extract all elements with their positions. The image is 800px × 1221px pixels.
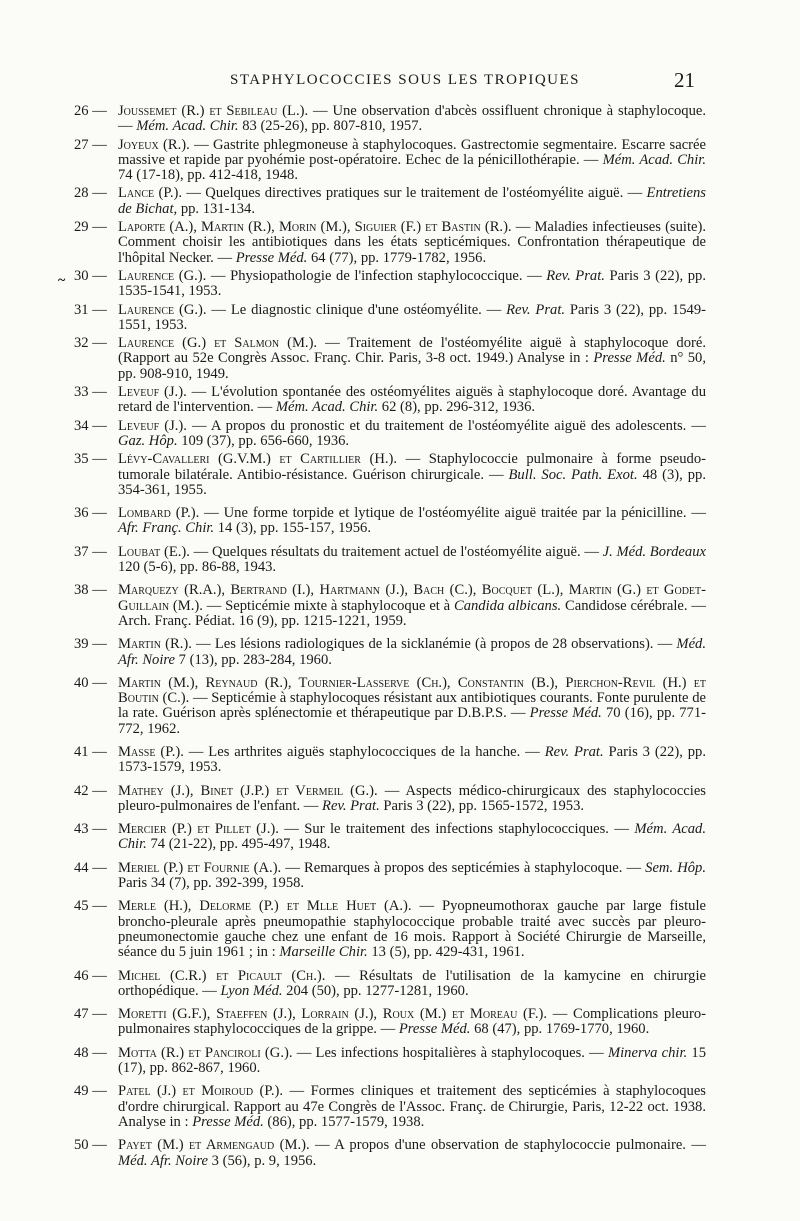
reference-citation: 15 (17), pp. 862-867, 1960. (118, 1044, 706, 1077)
reference-authors: Laurence (G.) et Salmon (M.). (118, 335, 318, 352)
reference-title: — A propos d'une observation de staphylococcie pulmonaire. — (309, 1137, 706, 1154)
reference-journal: Presse Méd. (398, 1021, 471, 1038)
reference-citation: 74 (17-18), pp. 412-418, 1948. (118, 167, 298, 184)
reference-title: — Une observation d'abcès ossifluent chronique à staphylocoque. — (118, 103, 706, 135)
reference-title: — A propos du pronostic et du traitement de l'ostéomyélite aiguë des adolescents. — (186, 417, 707, 434)
reference-number: 26 — (74, 103, 107, 119)
reference-number: 37 — (74, 543, 107, 560)
page-number: 21 (674, 68, 695, 92)
reference-citation: Paris 3 (22), pp. 1535-1541, 1953. (118, 267, 706, 300)
reference-citation: Paris 34 (7), pp. 392-399, 1958. (118, 875, 305, 892)
reference-authors: Laurence (G.). (118, 301, 207, 318)
reference-item (74, 861, 706, 892)
reference-item (74, 138, 706, 184)
reference-title: — Gastrite phlegmoneuse à staphylocoques. Gastrectomie segmentaire. Escarre sacrée massive et rapide par pyohémie post-opératoire. Echec de la pénicillothérapie. — (118, 136, 706, 168)
reference-journal: Lyon Méd. (220, 982, 283, 999)
reference-item (74, 784, 706, 815)
reference-item (74, 969, 706, 1000)
reference-item (74, 220, 706, 266)
reference-citation: 7 (13), pp. 283-284, 1960. (175, 651, 332, 668)
reference-number: 43 — (74, 821, 107, 838)
reference-item (74, 1138, 706, 1169)
reference-item (74, 336, 706, 382)
reference-item (74, 419, 706, 450)
reference-item (74, 1046, 706, 1077)
reference-title: — Traitement de l'ostéomyélite aiguë à staphylocoque doré. (Rapport au 52e Congrès Assoc. Franç. Chir. Paris, 3-8 oct. 1949.) Analyse in : (118, 335, 706, 367)
reference-journal: Rev. Prat. (322, 797, 380, 814)
reference-journal: Rev. Prat. (544, 743, 604, 760)
reference-item (74, 303, 706, 334)
reference-number: 44 — (74, 859, 107, 876)
reference-citation: 83 (25-26), pp. 807-810, 1957. (238, 118, 423, 135)
reference-journal: Méd. Afr. Noire (118, 1152, 208, 1169)
reference-journal: Rev. Prat. (506, 301, 566, 318)
reference-citation: pp. 131-134. (177, 200, 256, 217)
reference-citation: n° 50, pp. 908-910, 1949. (118, 350, 706, 382)
reference-title: — Quelques directives pratiques sur le traitement de l'ostéomyélite aiguë. — (182, 185, 647, 202)
reference-item (74, 745, 706, 776)
reference-number: 42 — (74, 782, 107, 799)
reference-authors: Martin (R.). (118, 636, 192, 653)
reference-number: 45 — (74, 898, 107, 915)
reference-citation: Paris 3 (22), pp. 1565-1572, 1953. (379, 797, 585, 814)
reference-authors: Patel (J.) et Moiroud (P.). (118, 1083, 284, 1100)
reference-journal: Afr. Franç. Chir. (118, 520, 215, 537)
reference-title: — Complications pleuro-pulmonaires staphylococciques de la grippe. — (118, 1006, 706, 1038)
reference-number: 49 — (74, 1083, 107, 1100)
reference-journal: Mém. Acad. Chir. (136, 118, 239, 135)
reference-title: — Aspects médico-chirurgicaux des staphylococcies pleuro-pulmonaires de l'enfant. — (118, 782, 706, 814)
reference-number: 47 — (74, 1006, 107, 1023)
reference-title: — Quelques résultats du traitement actuel de l'ostéomyélite aiguë. — (189, 543, 603, 560)
reference-authors: Joyeux (R.). (118, 136, 190, 153)
reference-authors: Merle (H.), Delorme (P.) et Mlle Huet (A.). (118, 898, 412, 915)
reference-authors: Michel (C.R.) et Picault (Ch.). (118, 967, 326, 984)
reference-journal: J. Méd. Bordeaux (602, 543, 706, 560)
reference-journal: Minerva chir. (607, 1044, 688, 1061)
reference-number: 31 — (74, 301, 107, 318)
reference-journal: Marseille Chir. (279, 944, 368, 961)
reference-citation: 204 (50), pp. 1277-1281, 1960. (282, 982, 469, 999)
reference-authors: Marquezy (R.A.), Bertrand (I.), Hartmann (J.), Bach (C.), Bocquet (L.), Martin (G.) et Godet-Guillain (M.). (118, 582, 706, 614)
reference-number: 41 — (74, 743, 107, 760)
reference-number: 36 — (74, 505, 107, 522)
reference-authors: Mercier (P.) et Pillet (J.). (118, 821, 279, 838)
reference-citation: Candidose cérébrale. — Arch. Franç. Pédiat. 16 (9), pp. 1215-1221, 1959. (118, 597, 706, 629)
reference-journal: Rev. Prat. (546, 267, 605, 284)
reference-item (74, 583, 706, 629)
reference-citation: 70 (16), pp. 771-772, 1962. (118, 705, 707, 737)
reference-number: 29 — (74, 219, 107, 236)
reference-title: — Septicémie mixte à staphylocoque et à (202, 597, 454, 614)
reference-item (58, 267, 706, 300)
reference-item (74, 506, 706, 537)
reference-number: 50 — (74, 1137, 107, 1154)
reference-authors: Lance (P.). (118, 185, 182, 202)
reference-title: — Les arthrites aiguës staphylococciques de la hanche. — (183, 743, 545, 760)
reference-number: 35 — (74, 451, 107, 468)
reference-item (74, 637, 706, 668)
margin-mark: ~ (58, 272, 66, 288)
reference-authors: Joussemet (R.) et Sebileau (L.). (118, 103, 309, 119)
reference-citation: 68 (47), pp. 1769-1770, 1960. (470, 1021, 650, 1038)
reference-number: 32 — (74, 335, 107, 352)
reference-number: 38 — (74, 582, 107, 599)
running-title: STAPHYLOCOCCIES SOUS LES TROPIQUES (230, 72, 580, 88)
running-head (0, 70, 800, 94)
reference-title: — Formes cliniques et traitement des septicémies à staphylocoques d'ordre chirurgical. Rapport au 47e Congrès de l'Assoc. Franç. de Chirurgie, Paris, 12-22 oct. 1938. Analyse in : (118, 1083, 706, 1130)
reference-citation: 13 (5), pp. 429-431, 1961. (367, 944, 525, 961)
reference-title: — Sur le traitement des infections staphylococciques. — (278, 821, 635, 838)
reference-item (74, 676, 706, 737)
reference-citation: 48 (3), pp. 354-361, 1955. (118, 466, 706, 498)
reference-journal: Mém. Acad. Chir. (275, 399, 379, 416)
reference-citation: Paris 3 (22), pp. 1549-1551, 1953. (118, 301, 707, 333)
reference-citation: 3 (56), p. 9, 1956. (208, 1152, 317, 1169)
reference-item (74, 545, 706, 576)
reference-list (58, 103, 707, 1172)
reference-item (74, 452, 706, 498)
reference-number: 34 — (74, 417, 107, 434)
reference-authors: Leveuf (J.). (118, 384, 187, 401)
reference-citation: Paris 3 (22), pp. 1573-1579, 1953. (118, 743, 707, 776)
reference-journal: Candida albicans. (453, 597, 562, 614)
reference-item (74, 899, 706, 960)
reference-authors: Laporte (A.), Martin (R.), Morin (M.), Siguier (F.) et Bastin (R.). (118, 219, 512, 236)
reference-title: — Le diagnostic clinique d'une ostéomyélite. — (206, 301, 507, 318)
reference-authors: Laurence (G.). (118, 267, 207, 284)
reference-number: 39 — (74, 636, 107, 653)
reference-journal: Presse Méd. (192, 1113, 264, 1130)
reference-title: — Remarques à propos des septicémies à staphylocoque. — (281, 859, 646, 876)
reference-citation: (86), pp. 1577-1579, 1938. (263, 1113, 425, 1130)
reference-authors: Mathey (J.), Binet (J.P.) et Vermeil (G.). (118, 782, 378, 799)
reference-title: — Physiopathologie de l'infection staphylococcique. — (206, 267, 547, 284)
reference-authors: Motta (R.) et Panciroli (G.). (118, 1044, 293, 1061)
reference-number: 40 — (74, 674, 107, 691)
reference-item (74, 822, 706, 853)
reference-item (74, 186, 706, 217)
reference-journal: Sem. Hôp. (645, 859, 706, 876)
reference-citation: 120 (5-6), pp. 86-88, 1943. (118, 559, 277, 576)
reference-number: 30 — (74, 267, 107, 284)
reference-citation: 62 (8), pp. 296-312, 1936. (378, 399, 536, 416)
reference-authors: Loubat (E.). (118, 543, 190, 560)
reference-journal: Entretiens de Bichat, (118, 185, 706, 217)
reference-journal: Gaz. Hôp. (118, 432, 178, 449)
reference-authors: Lombard (P.). (118, 505, 200, 522)
reference-title: — Maladies infectieuses (suite). Comment choisir les antibiotiques dans les états septicémiques. Confrontation thérapeutique de l'hôpital Necker. — (118, 219, 707, 266)
reference-title: — Une forme torpide et lytique de l'ostéomyélite aiguë traitée par la pénicilline. — (199, 505, 707, 522)
reference-authors: Martin (M.), Reynaud (R.), Tournier-Lasserve (Ch.), Constantin (B.), Pierchon-Revil (H.) et Boutin (C.). (118, 674, 706, 707)
reference-title: — Pyopneumothorax gauche par large fistule broncho-pleurale après pneumopathie staphylococcique probable traité avec succès par pleuro-pneumonectomie gauche chez une enfant de 16 mois. Rapport à Société Chirurgie de Marseille, séance du 5 juin 1961 ; in : (118, 898, 706, 961)
reference-title: — Septicémie à staphylocoques résistant aux antibiotiques courants. Fonte purulente de la rate. Guérison après splénectomie et thérapeutique par D.B.P.S. — (118, 690, 706, 722)
reference-journal: Bull. Soc. Path. Exot. (508, 466, 638, 483)
reference-journal: Méd. Afr. Noire (118, 636, 707, 668)
reference-number: 28 — (74, 185, 107, 202)
reference-number: 33 — (74, 384, 107, 401)
reference-item (74, 104, 706, 135)
reference-title: — L'évolution spontanée des ostéomyélites aiguës à staphylocoque doré. Avantage du retard de l'intervention. — (118, 384, 706, 416)
reference-journal: Mém. Acad. Chir. (118, 821, 706, 853)
reference-citation: 64 (77), pp. 1779-1782, 1956. (307, 249, 487, 266)
reference-number: 48 — (74, 1044, 107, 1061)
reference-number: 46 — (74, 967, 107, 984)
reference-number: 27 — (74, 136, 107, 153)
reference-journal: Presse Méd. (529, 705, 602, 722)
reference-citation: 14 (3), pp. 155-157, 1956. (214, 520, 371, 537)
reference-journal: Presse Méd. (593, 350, 666, 367)
reference-journal: Mém. Acad. Chir. (602, 151, 706, 168)
reference-authors: Meriel (P.) et Fournie (A.). (118, 859, 282, 876)
reference-citation: 109 (37), pp. 656-660, 1936. (177, 432, 350, 449)
reference-item (74, 1007, 706, 1038)
reference-authors: Moretti (G.F.), Staeffen (J.), Lorrain (J.), Roux (M.) et Moreau (F.). (118, 1006, 547, 1023)
reference-journal: Presse Méd. (235, 249, 308, 266)
reference-title: — Les lésions radiologiques de la sicklanémie (à propos de 28 observations). — (191, 636, 677, 653)
reference-title: — Résultats de l'utilisation de la kamycine en chirurgie orthopédique. — (118, 967, 706, 999)
reference-authors: Masse (P.). (118, 743, 184, 760)
reference-title: — Les infections hospitalières à staphylocoques. — (292, 1044, 608, 1061)
reference-item (74, 385, 706, 416)
reference-item (74, 1084, 706, 1130)
reference-authors: Leveuf (J.). (118, 417, 187, 434)
reference-authors: Payet (M.) et Armengaud (M.). (118, 1137, 310, 1154)
reference-title: — Staphylococcie pulmonaire à forme pseudo-tumorale bilatérale. Antibio-résistance. Guérison chirurgicale. — (118, 451, 706, 483)
reference-authors: Lévy-Cavalleri (G.V.M.) et Cartillier (H.). (118, 451, 398, 468)
reference-citation: 74 (21-22), pp. 495-497, 1948. (146, 836, 331, 853)
